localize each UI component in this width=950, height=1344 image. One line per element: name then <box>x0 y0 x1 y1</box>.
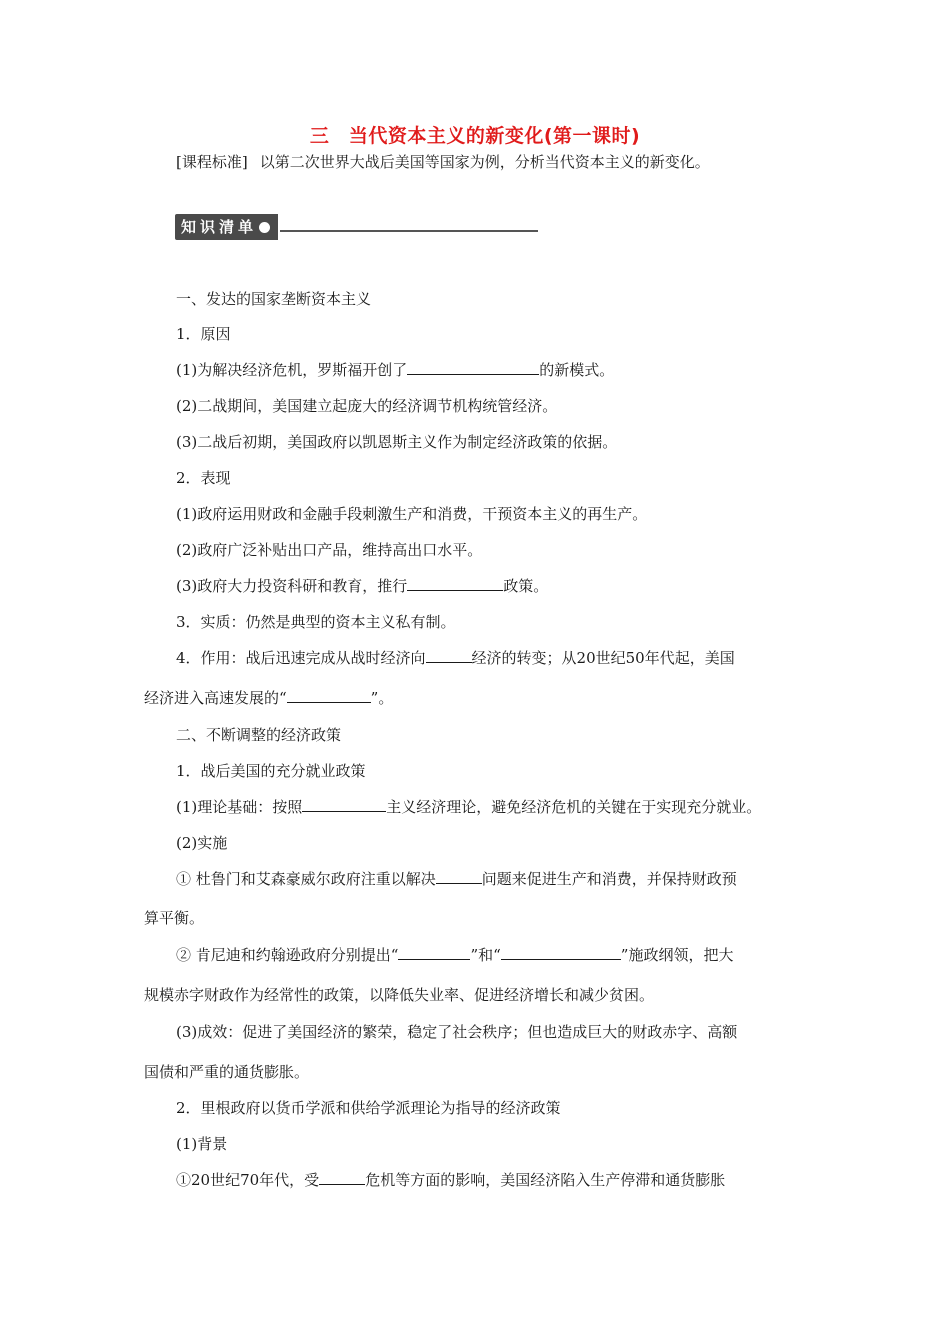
subheading: 1．战后美国的充分就业政策 <box>176 762 366 780</box>
text: 政策。 <box>503 577 549 595</box>
fill-blank[interactable] <box>426 648 472 663</box>
fill-blank[interactable] <box>501 945 621 960</box>
section-badge <box>175 214 278 240</box>
subheading: 2．表现 <box>176 469 231 487</box>
course-standard-text: 以第二次世界大战后美国等国家为例，分析当代资本主义的新变化。 <box>259 153 710 171</box>
text: ② 肯尼迪和约翰逊政府分别提出“ <box>176 946 399 964</box>
paragraph: (3)成效：促进了美国经济的繁荣，稳定了社会秩序；但也造成巨大的财政赤字、高额 <box>176 1023 738 1041</box>
paragraph: (2)二战期间，美国建立起庞大的经济调节机构统管经济。 <box>176 397 558 415</box>
text: ”。 <box>370 689 394 707</box>
text: (1)为解决经济危机，罗斯福开创了 <box>176 361 408 379</box>
paragraph <box>176 1170 725 1190</box>
text: 主义经济理论，避免经济危机的关键在于实现充分就业。 <box>386 798 762 816</box>
paragraph: 3．实质：仍然是典型的资本主义私有制。 <box>176 613 456 631</box>
text: 危机等方面的影响，美国经济陷入生产停滞和通货膨胀 <box>365 1171 726 1189</box>
subheading: 1．原因 <box>176 325 231 343</box>
fill-blank[interactable] <box>302 797 386 812</box>
text: (1)理论基础：按照 <box>176 798 303 816</box>
text: ”和“ <box>470 946 501 964</box>
text: 的新模式。 <box>539 361 615 379</box>
text: (3)政府大力投资科研和教育，推行 <box>176 577 408 595</box>
paragraph: (3)二战后初期，美国政府以凯恩斯主义作为制定经济政策的依据。 <box>176 433 618 451</box>
text: 问题来促进生产和消费，并保持财政预 <box>481 870 737 888</box>
paragraph <box>176 360 614 380</box>
text: ① 杜鲁门和艾森豪威尔政府注重以解决 <box>176 870 436 888</box>
course-standard-label: [课程标准] <box>176 153 248 171</box>
paragraph: 算平衡。 <box>144 909 205 927</box>
bullet-dot-icon <box>259 222 270 233</box>
fill-blank[interactable] <box>398 945 470 960</box>
text: ①20世纪70年代，受 <box>176 1171 320 1189</box>
fill-blank[interactable] <box>407 576 503 591</box>
section-divider-line <box>280 230 538 232</box>
paragraph: 规模赤字财政作为经常性的政策，以降低失业率、促进经济增长和减少贫困。 <box>144 986 655 1004</box>
paragraph <box>176 869 737 889</box>
paragraph: (2)政府广泛补贴出口产品，维持高出口水平。 <box>176 541 483 559</box>
subheading: 2．里根政府以货币学派和供给学派理论为指导的经济政策 <box>176 1099 561 1117</box>
page-title: 三 当代资本主义的新变化(第一课时) <box>309 125 641 147</box>
paragraph: (1)背景 <box>176 1135 228 1153</box>
text: ”施政纲领，把大 <box>620 946 734 964</box>
paragraph: (1)政府运用财政和金融手段刺激生产和消费，干预资本主义的再生产。 <box>176 505 648 523</box>
paragraph <box>144 688 393 708</box>
text: 经济的转变；从20世纪50年代起，美国 <box>471 649 735 667</box>
paragraph: (2)实施 <box>176 834 228 852</box>
fill-blank[interactable] <box>436 869 482 884</box>
paragraph <box>176 945 733 965</box>
paragraph: 国债和严重的通货膨胀。 <box>144 1063 310 1081</box>
fill-blank[interactable] <box>407 360 539 375</box>
section-badge-label: 知识清单 <box>181 218 258 236</box>
text: 经济进入高速发展的“ <box>144 689 287 707</box>
heading-two: 二、不断调整的经济政策 <box>176 726 342 744</box>
heading-one: 一、发达的国家垄断资本主义 <box>176 290 372 308</box>
fill-blank[interactable] <box>287 688 371 703</box>
paragraph <box>176 576 548 596</box>
paragraph <box>176 648 735 668</box>
section-header-knowledge-list <box>175 214 538 240</box>
paragraph <box>176 797 761 817</box>
fill-blank[interactable] <box>319 1170 365 1185</box>
course-standard <box>176 151 710 172</box>
text: 4．作用：战后迅速完成从战时经济向 <box>176 649 426 667</box>
